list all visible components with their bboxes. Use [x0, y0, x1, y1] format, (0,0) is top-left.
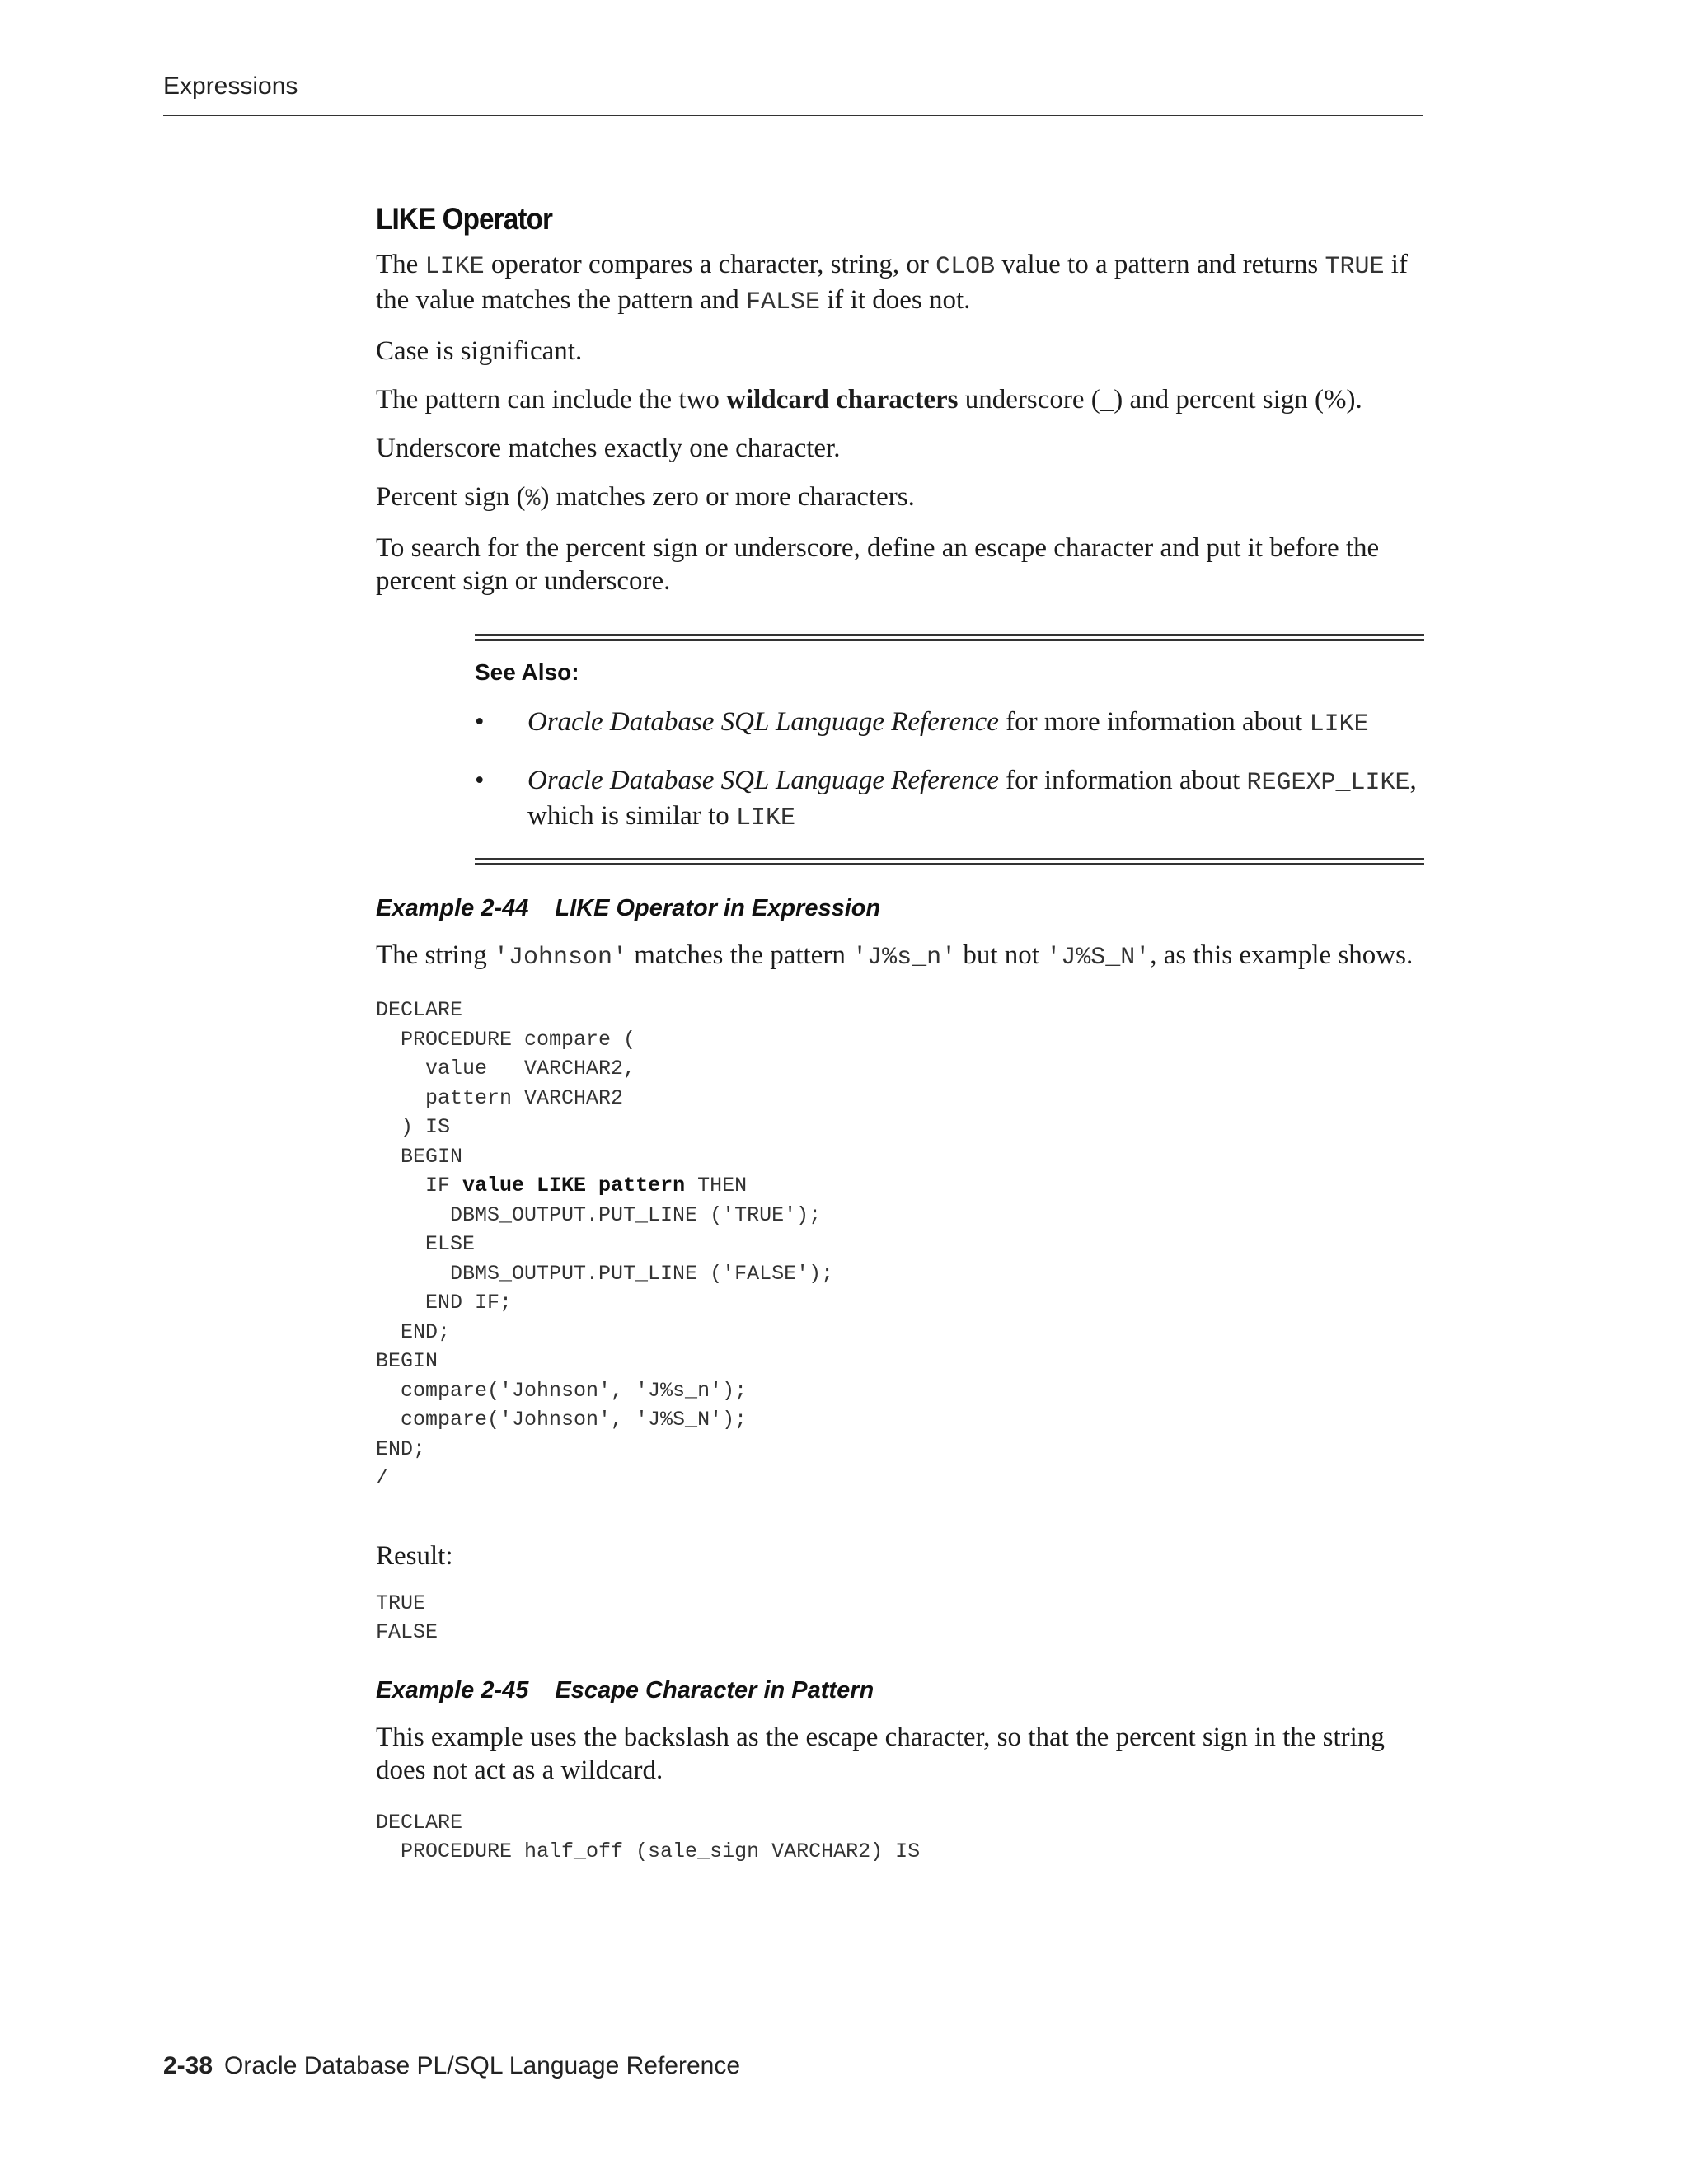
- code-bold: value LIKE pattern: [462, 1174, 686, 1197]
- code-percent: %: [525, 485, 541, 513]
- code-johnson: 'Johnson': [493, 944, 628, 972]
- code-line: BEGIN: [376, 1144, 463, 1169]
- example-44-result: [376, 1589, 1424, 1647]
- page-number: 2-38: [163, 2052, 213, 2079]
- code-line: PROCEDURE compare (: [376, 1027, 636, 1052]
- paragraph-underscore: Underscore matches exactly one character.: [376, 434, 841, 463]
- code-line: DBMS_OUTPUT.PUT_LINE ('TRUE');: [376, 1202, 822, 1227]
- example-number: Example 2-45: [376, 1676, 529, 1704]
- see-also-bottom-rule: [475, 858, 1424, 865]
- code-line: FALSE: [376, 1620, 438, 1644]
- code-line: THEN: [685, 1174, 748, 1197]
- example-45-code: [376, 1808, 1424, 1867]
- code-line: IF: [376, 1174, 463, 1197]
- bullet-icon: •: [475, 707, 485, 737]
- code-line: compare('Johnson', 'J%s_n');: [376, 1378, 748, 1403]
- code-line: ELSE: [376, 1232, 476, 1256]
- book-reference-link[interactable]: Oracle Database SQL Language Reference: [528, 707, 999, 737]
- page-footer: [163, 2052, 740, 2080]
- code-like: LIKE: [1309, 710, 1369, 738]
- text: matches the pattern: [627, 940, 853, 970]
- code-line: TRUE: [376, 1591, 426, 1615]
- text: Percent sign (: [376, 482, 526, 512]
- section-title: LIKE Operator: [376, 202, 553, 236]
- see-also-top-rule: [475, 634, 1424, 641]
- text: The: [376, 250, 425, 279]
- code-line: PROCEDURE half_off (sale_sign VARCHAR2) IS: [376, 1840, 921, 1863]
- code-line: ) IS: [376, 1115, 451, 1139]
- code-line: DECLARE: [376, 998, 463, 1022]
- see-also-item: [475, 705, 1424, 741]
- code-line: BEGIN: [376, 1349, 438, 1373]
- example-44-code: [376, 996, 1424, 1493]
- text: if the value matches the pattern and: [376, 250, 1408, 315]
- see-also-box: [475, 634, 1424, 865]
- paragraph-escape: To search for the percent sign or underscore, define an escape character and put it before the percent sign or underscore.: [376, 533, 1380, 596]
- code-line: END;: [376, 1319, 451, 1344]
- text: underscore (_) and percent sign (%).: [958, 385, 1362, 415]
- example-name: LIKE Operator in Expression: [555, 895, 881, 921]
- book-reference-link[interactable]: Oracle Database SQL Language Reference: [528, 766, 999, 795]
- code-pattern-match: 'J%s_n': [852, 944, 957, 972]
- header-rule: [163, 115, 1423, 116]
- bold-term: wildcard characters: [726, 385, 959, 415]
- text: , as this example shows.: [1150, 940, 1414, 970]
- paragraph-case: Case is significant.: [376, 336, 583, 366]
- text: operator compares a character, string, or: [484, 250, 936, 279]
- code-line: /: [376, 1466, 389, 1490]
- code-clob: CLOB: [935, 253, 996, 281]
- see-also-heading: See Also:: [475, 659, 579, 685]
- code-regexp-like: REGEXP_LIKE: [1246, 769, 1410, 797]
- paragraph-percent: [376, 480, 1414, 516]
- code-like: LIKE: [735, 804, 795, 832]
- text: ) matches zero or more characters.: [540, 482, 915, 512]
- code-true: TRUE: [1325, 253, 1385, 281]
- code-false: FALSE: [745, 288, 820, 316]
- code-like: LIKE: [424, 253, 485, 281]
- text: , which is similar to: [528, 766, 1417, 831]
- running-header: Expressions: [163, 73, 298, 100]
- text: The pattern can include the two: [376, 385, 727, 415]
- code-line: END IF;: [376, 1291, 513, 1315]
- text: value to a pattern and returns: [995, 250, 1325, 279]
- text: but not: [956, 940, 1047, 970]
- paragraph-wildcards: [376, 383, 1414, 416]
- example-44-title: [376, 895, 1424, 922]
- result-label: Result:: [376, 1540, 453, 1571]
- text: The string: [376, 940, 494, 970]
- code-line: compare('Johnson', 'J%S_N');: [376, 1408, 748, 1432]
- see-also-item: [475, 764, 1424, 835]
- bullet-icon: •: [475, 766, 485, 795]
- code-line: END;: [376, 1436, 426, 1461]
- code-line: DECLARE: [376, 1810, 463, 1835]
- text: if it does not.: [820, 285, 971, 315]
- code-pattern-nomatch: 'J%S_N': [1046, 944, 1151, 972]
- example-number: Example 2-44: [376, 895, 529, 921]
- page-content: [376, 202, 1424, 1913]
- example-45-intro: This example uses the backslash as the escape character, so that the percent sign in the string does not act as a wildcard.: [376, 1722, 1385, 1785]
- example-name: Escape Character in Pattern: [555, 1676, 874, 1704]
- example-45-title: [376, 1677, 1424, 1704]
- paragraph-like-description: [376, 248, 1414, 319]
- book-title: Oracle Database PL/SQL Language Reference: [224, 2052, 741, 2079]
- see-also-list: [475, 705, 1424, 835]
- example-44-intro: [376, 939, 1414, 974]
- code-line: DBMS_OUTPUT.PUT_LINE ('FALSE');: [376, 1261, 834, 1286]
- text: for more information about: [998, 707, 1310, 737]
- text: for information about: [998, 766, 1247, 795]
- code-line: value VARCHAR2,: [376, 1057, 636, 1080]
- code-line: pattern VARCHAR2: [376, 1085, 624, 1110]
